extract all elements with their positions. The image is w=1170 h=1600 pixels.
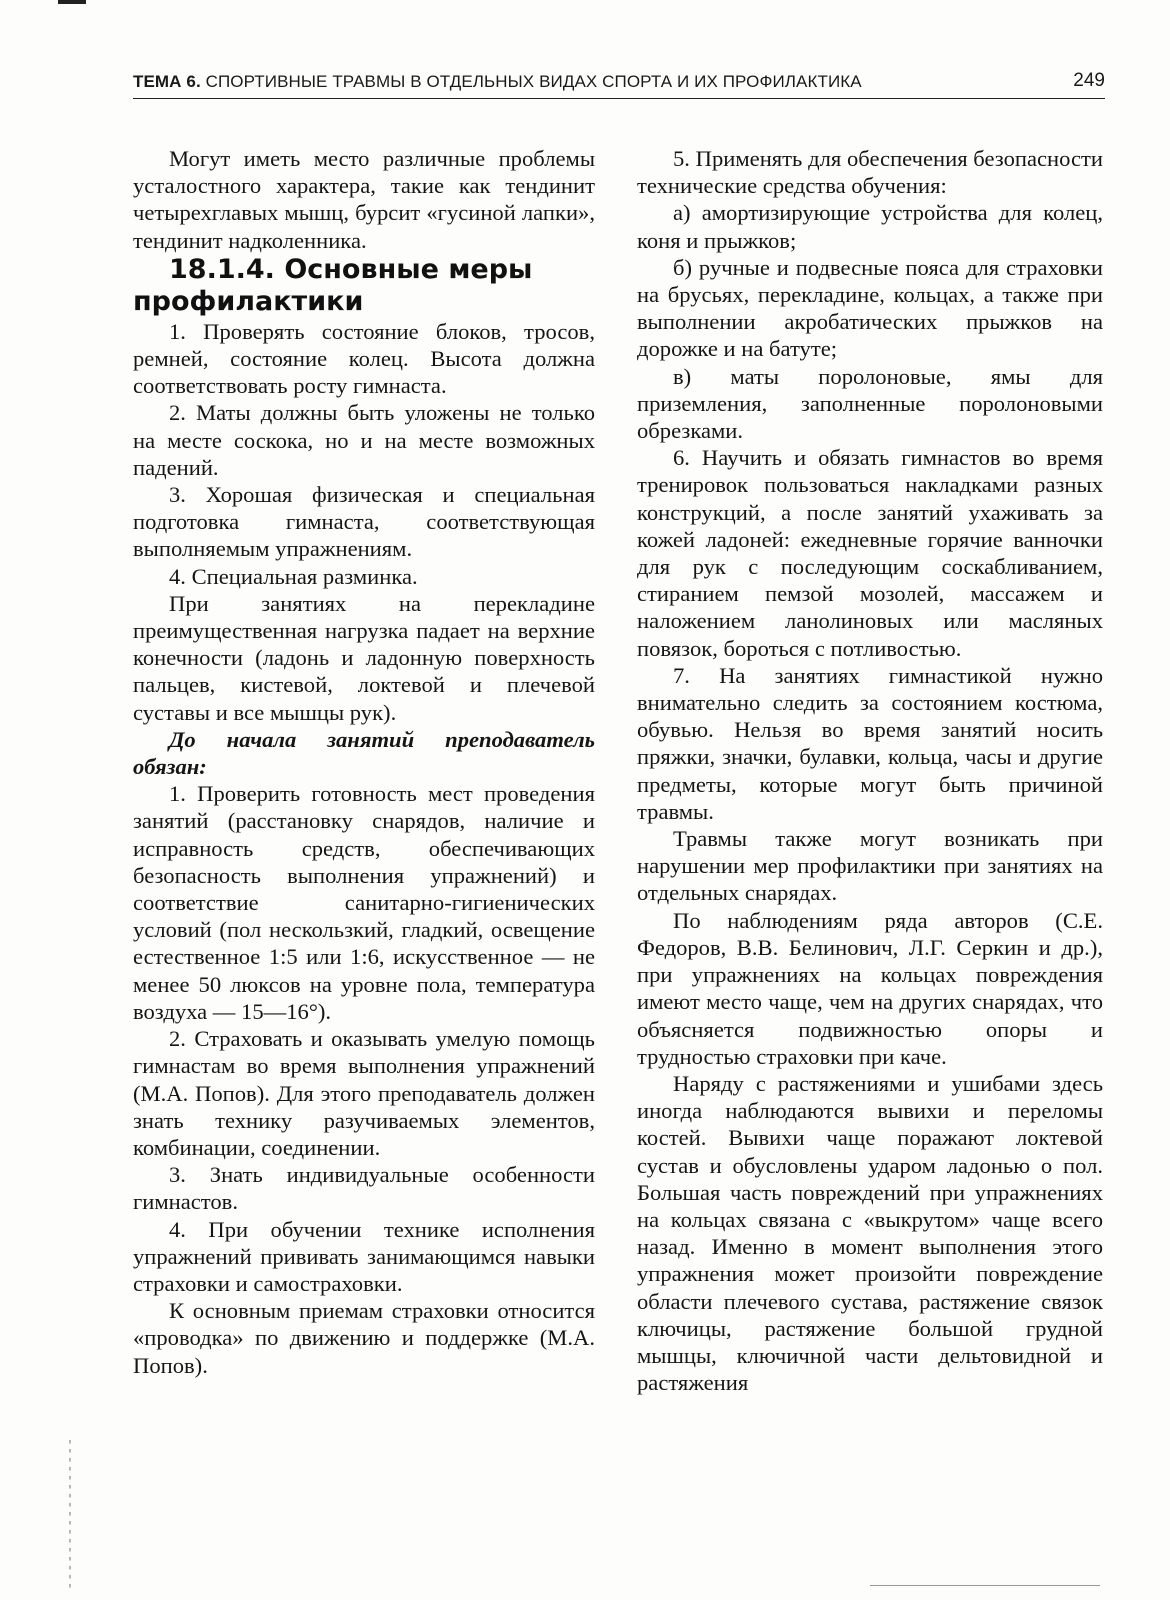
running-head [133,72,862,92]
left-column [133,145,595,1379]
right-column [637,145,1103,1396]
topic-title: СПОРТИВНЫЕ ТРАВМЫ В ОТДЕЛЬНЫХ ВИДАХ СПОРТА И ИХ ПРОФИЛАКТИКА [200,72,862,91]
duty-item: 3. Знать индивидуальные особенности гимнастов. [133,1162,595,1215]
topic-label: ТЕМА 6. [133,72,201,91]
list-item: 6. Научить и обязать гимнастов во время тренировок пользоваться накладками разных конструкций, а после занятий ухаживать за кожей ладоней: ежедневные горячие ванночки для рук с последующим соскабливанием, стиранием пемзой мозолей, массажем и наложением ланолиновых или масляных повязок, бороться с потливостью. [637,445,1103,661]
section-heading: 18.1.4. Основные меры профилактики [133,253,533,317]
sub-item: б) ручные и подвесные пояса для страховки на брусьях, перекладине, кольцах, а также при выполнении акробатических прыжков на дорожке и на батуте; [637,254,1103,362]
bar-note-paragraph: При занятиях на перекладине преимущественная нагрузка падает на верхние конечности (ладонь и ладонную поверхность пальцев, кистевой, локтевой и плечевой суставы и все мышцы рук). [133,590,595,725]
sub-item: в) маты поролоновые, ямы для приземления, заполненные поролоновыми обрезками. [637,363,1103,444]
duty-item: 4. При обучении технике исполнения упражнений прививать занимающимся навыки страховки и самостраховки. [133,1216,595,1296]
scan-edge-mark [58,0,86,4]
list-item: 7. На занятиях гимнастикой нужно внимательно следить за состоянием костюма, обувью. Нельзя во время занятий носить пряжки, значки, булавки, кольца, часы и другие предметы, которые могут быть причиной травмы. [637,662,1103,824]
closing-paragraph: К основным приемам страховки относится «проводка» по движению и поддержке (М.А. Попов). [133,1298,595,1378]
duty-item: 2. Страховать и оказывать умелую помощь гимнастам во время выполнения упражнений (М.А. Попов). Для этого преподаватель должен знать технику разучиваемых элементов, комбинации, соединении. [133,1026,595,1160]
running-header [133,63,1105,99]
scan-margin-artifact [69,1440,71,1590]
sub-item: а) амортизирующие устройства для колец, коня и прыжков; [637,200,1103,253]
scan-bottom-line [870,1585,1100,1586]
duty-item: 1. Проверить готовность мест проведения занятий (расстановку снарядов, наличие и исправность средств, обеспечивающих безопасность выполнения упражнений) и соответствие санитарно-гигиенических условий (пол нескользкий, гладкий, освещение естественное 1:5 или 1:6, искусственное — не менее 50 люксов на уровне пола, температура воздуха — 15—16°). [133,781,595,1024]
intro-paragraph: Могут иметь место различные проблемы усталостного характера, такие как тендинит четырехглавых мышц, бурсит «гусиной лапки», тендинит надколенника. [133,146,595,253]
list-item: 5. Применять для обеспечения безопасности технические средства обучения: [637,146,1103,199]
dislocations-paragraph: Наряду с растяжениями и ушибами здесь иногда наблюдаются вывихи и переломы костей. Вывихи чаще поражают локтевой сустав и обусловлены ударом ладонью о пол. Большая часть повреждений при упражнениях на кольцах связана с «выкрутом» чаще всего назад. Именно в момент выполнения этого упражнения может произойти повреждение области плечевого сустава, растяжение связок ключицы, растяжение большой грудной мышцы, ключичной части дельтовидной и растяжения [637,1070,1103,1396]
list-item: 2. Маты должны быть уложены не только на месте соскока, но и на месте возможных падений. [133,400,595,480]
duty-heading: До начала занятий преподаватель обязан: [133,726,595,780]
authors-paragraph: По наблюдениям ряда авторов (С.Е. Федоров, В.В. Белинович, Л.Г. Серкин и др.), при упражнениях на кольцах повреждения имеют место чаще, чем на других снарядах, что объясняется подвижностью опоры и трудностью страховки при каче. [637,907,1103,1069]
list-item: 4. Специальная разминка. [169,563,418,589]
injuries-paragraph: Травмы также могут возникать при нарушении мер профилактики при занятиях на отдельных снарядах. [637,826,1103,906]
list-item: 1. Проверять состояние блоков, тросов, ремней, состояние колец. Высота должна соответствовать росту гимнаста. [133,318,595,399]
page-number: 249 [1073,70,1105,91]
list-item: 3. Хорошая физическая и специальная подготовка гимнаста, соответствующая выполняемым упражнениям. [133,482,595,562]
